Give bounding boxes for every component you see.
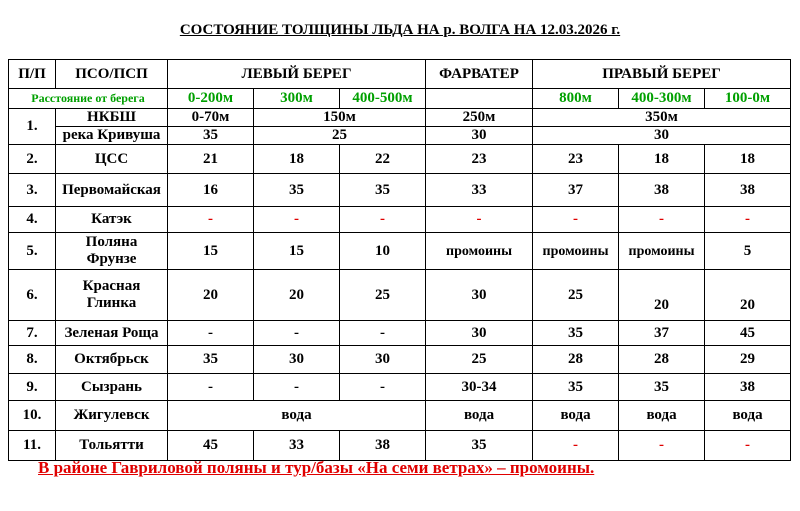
table-row — [9, 270, 791, 321]
cell-value: 35 — [426, 431, 533, 461]
table-row — [9, 127, 791, 145]
cell-value: 45 — [168, 431, 254, 461]
header-num: П/П — [9, 60, 56, 89]
cell-value: 29 — [705, 346, 791, 374]
row-num: 5. — [9, 233, 56, 270]
row-val-left-2: 25 — [254, 127, 426, 145]
distance-right-3: 100-0м — [705, 89, 791, 109]
cell-value: 30 — [340, 346, 426, 374]
table-row — [9, 401, 791, 431]
cell-value: 23 — [426, 145, 533, 174]
row-station-line2: Глинка — [86, 295, 137, 311]
cell-value: 38 — [705, 174, 791, 207]
row-station: Зеленая Роща — [56, 321, 168, 346]
row-dist-left-2: 150м — [254, 109, 426, 127]
cell-value: - — [705, 207, 791, 233]
cell-value: 20 — [168, 270, 254, 321]
cell-value: 28 — [619, 346, 705, 374]
cell-value: вода — [533, 401, 619, 431]
cell-value: - — [340, 207, 426, 233]
cell-value: - — [426, 207, 533, 233]
cell-value: 20 — [705, 270, 791, 321]
row-station: Катэк — [56, 207, 168, 233]
cell-value: 20 — [619, 270, 705, 321]
cell-value: вода — [619, 401, 705, 431]
row-dist-right: 350м — [533, 109, 791, 127]
cell-value: 38 — [619, 174, 705, 207]
cell-value: - — [168, 207, 254, 233]
row-dist-left-1: 0-70м — [168, 109, 254, 127]
table-row — [9, 321, 791, 346]
header-row — [9, 60, 791, 89]
cell-value: 20 — [254, 270, 340, 321]
cell-value: - — [619, 207, 705, 233]
cell-value: 37 — [533, 174, 619, 207]
cell-value: 35 — [254, 174, 340, 207]
cell-value: 30-34 — [426, 374, 533, 401]
cell-value: 15 — [168, 233, 254, 270]
cell-value: - — [533, 207, 619, 233]
header-right-bank: ПРАВЫЙ БЕРЕГ — [533, 60, 791, 89]
cell-value: - — [168, 374, 254, 401]
table-row — [9, 109, 791, 127]
cell-value: промоины — [426, 233, 533, 270]
cell-value: 30 — [254, 346, 340, 374]
row-station: Сызрань — [56, 374, 168, 401]
cell-value: 30 — [426, 321, 533, 346]
warning-note: В районе Гавриловой поляны и тур/базы «На семи ветрах» – промоины. — [38, 458, 595, 477]
row-val-left-1: 35 — [168, 127, 254, 145]
distance-fairway — [426, 89, 533, 109]
cell-value: 21 — [168, 145, 254, 174]
distance-left-2: 300м — [254, 89, 340, 109]
row-num: 3. — [9, 174, 56, 207]
table-row — [9, 145, 791, 174]
cell-value: 25 — [426, 346, 533, 374]
cell-value: - — [340, 321, 426, 346]
row-station-line2: река Кривуша — [56, 127, 168, 145]
row-num: 11. — [9, 431, 56, 461]
cell-value: - — [254, 207, 340, 233]
row-station-line1: Красная — [82, 278, 141, 294]
row-val-right: 30 — [533, 127, 791, 145]
cell-value: 30 — [426, 270, 533, 321]
cell-value: 37 — [619, 321, 705, 346]
table-row — [9, 233, 791, 270]
cell-value: 38 — [340, 431, 426, 461]
cell-value: промоины — [533, 233, 619, 270]
cell-value: - — [254, 374, 340, 401]
row-num: 4. — [9, 207, 56, 233]
cell-value: - — [254, 321, 340, 346]
cell-value: 28 — [533, 346, 619, 374]
cell-value: 33 — [426, 174, 533, 207]
cell-value: 35 — [533, 321, 619, 346]
cell-value: промоины — [619, 233, 705, 270]
row-val-fairway: 30 — [426, 127, 533, 145]
cell-value-merged: вода — [168, 401, 426, 431]
cell-value: 16 — [168, 174, 254, 207]
cell-value: 5 — [705, 233, 791, 270]
cell-value: вода — [426, 401, 533, 431]
row-station: ЦСС — [56, 145, 168, 174]
cell-value: 18 — [705, 145, 791, 174]
row-station-line1: Поляна — [85, 234, 138, 250]
cell-value: 35 — [619, 374, 705, 401]
table-row — [9, 174, 791, 207]
row-station: Первомайская — [56, 174, 168, 207]
row-num: 10. — [9, 401, 56, 431]
cell-value: - — [619, 431, 705, 461]
row-num: 6. — [9, 270, 56, 321]
cell-value: - — [340, 374, 426, 401]
header-fairway: ФАРВАТЕР — [426, 60, 533, 89]
page-title: СОСТОЯНИЕ ТОЛЩИНЫ ЛЬДА НА р. ВОЛГА НА 12.03.2026 г. — [179, 22, 621, 38]
row-station — [56, 233, 168, 270]
row-station-line2: Фрунзе — [86, 251, 137, 267]
cell-value: 45 — [705, 321, 791, 346]
cell-value: вода — [705, 401, 791, 431]
row-station: Жигулевск — [56, 401, 168, 431]
cell-value: 35 — [533, 374, 619, 401]
cell-value: - — [705, 431, 791, 461]
cell-value: 22 — [340, 145, 426, 174]
cell-value: 18 — [619, 145, 705, 174]
ice-thickness-table — [8, 59, 791, 461]
cell-value: 33 — [254, 431, 340, 461]
header-station: ПСО/ПСП — [56, 60, 168, 89]
distance-label: Расстояние от берега — [9, 89, 168, 109]
row-station-line1: НКБШ — [56, 109, 168, 127]
cell-value: 25 — [533, 270, 619, 321]
header-left-bank: ЛЕВЫЙ БЕРЕГ — [168, 60, 426, 89]
distance-right-1: 800м — [533, 89, 619, 109]
cell-value: 10 — [340, 233, 426, 270]
distance-left-3: 400-500м — [340, 89, 426, 109]
cell-value: 38 — [705, 374, 791, 401]
distance-right-2: 400-300м — [619, 89, 705, 109]
row-dist-fairway: 250м — [426, 109, 533, 127]
cell-value: 35 — [340, 174, 426, 207]
cell-value: 18 — [254, 145, 340, 174]
cell-value: 15 — [254, 233, 340, 270]
row-num: 1. — [9, 109, 56, 145]
row-num: 7. — [9, 321, 56, 346]
table-row — [9, 346, 791, 374]
row-num: 2. — [9, 145, 56, 174]
row-station: Октябрьск — [56, 346, 168, 374]
row-num: 8. — [9, 346, 56, 374]
cell-value: 23 — [533, 145, 619, 174]
row-num: 9. — [9, 374, 56, 401]
distance-left-1: 0-200м — [168, 89, 254, 109]
table-row — [9, 431, 791, 461]
row-station — [56, 270, 168, 321]
cell-value: - — [168, 321, 254, 346]
table-row — [9, 374, 791, 401]
row-station: Тольятти — [56, 431, 168, 461]
table-row — [9, 207, 791, 233]
cell-value: 25 — [340, 270, 426, 321]
cell-value: 35 — [168, 346, 254, 374]
cell-value: - — [533, 431, 619, 461]
distance-row — [9, 89, 791, 109]
